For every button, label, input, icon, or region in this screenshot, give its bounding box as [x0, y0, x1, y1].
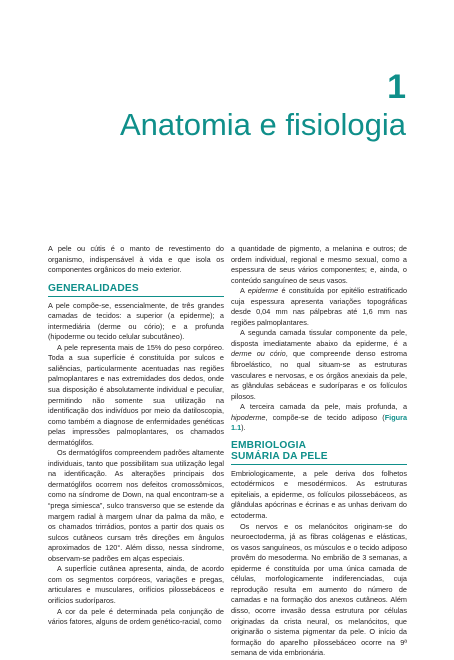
body-paragraph: Os nervos e os melanócitos originam-se do neuroectoderma, já as fibras colágenas e elásticas, os vasos sanguíneos, os músculos e o tecido adiposo provêm do mesoderma. No embrião de 3 semanas, a epiderme é constituída por uma única camada de células, morfologicamente indiferenciadas, cuja reprodução resulta em aumento do número de camadas e na formação dos anexos cutâneos. Além disso, ocorre invasão dessa estrutura por células originadas da crista neural, os melanócitos, que originarão o sistema pigmentar da pele. O início da formação do aparelho pilossebáceo ocorre na 9ª semana de vida embrionária. — [231, 521, 407, 658]
term-epiderme: epiderme — [247, 286, 279, 296]
figure-reference-link[interactable]: Figura 1.1 — [231, 412, 407, 433]
text-run: , que compreende denso estroma fibroelástico, no qual situam-se as estruturas vasculares e nervosas, e os órgãos anexiais da pele, as glândulas sebáceas e sudoríparas e os folículos pilosos. — [231, 349, 408, 401]
text-run: A — [240, 286, 248, 296]
body-paragraph: A pele representa mais de 15% do peso corpóreo. Toda a sua superfície é constituída por sulcos e saliências, particularmente acentuadas nas regiões palmoplantares e nas extremidades dos dedos, onde sua disposição é absolutamente individual e peculiar, permitindo não somente sua utilização na identificação dos indivíduos por meio da datiloscopia, como também a diagnose de enfermidades genéticas pelas impressões palmoplantares, os chamados dermatóglifos. — [48, 342, 224, 447]
section-heading-generalidades: GENERALIDADES — [48, 283, 224, 297]
term-hipoderme: hipoderme — [231, 412, 266, 422]
heading-line: SUMÁRIA DA PELE — [231, 450, 328, 462]
chapter-title: Anatomia e fisiologia — [119, 107, 406, 142]
body-paragraph: Os dermatóglifos compreendem padrões altamente individuais, tanto que possibilitam sua utilização legal na identificação. As alterações principais dos dermatóglifos ocorrem nos defeitos cromossômicos, como na síndrome de Down, na qual encontram-se a “prega simiesca”, sulco transverso que se estende da margem radial à margem ulnar da palma da mão, e os chamados trirrádios, pontos a partir dos quais os sulcos cutâneos cursam três direções em ângulos aproximados de 120°. Além disso, nessa síndrome, observam-se padrões em alças especiais. — [48, 448, 224, 563]
body-paragraph: a quantidade de pigmento, a melanina e outros; de ordem individual, regional e mesmo sexual, como a espessura de seus vários componentes; e, ainda, o conteúdo sanguíneo de seus vasos. — [231, 244, 407, 285]
text-run: A terceira camada da pele, mais profunda, a — [240, 402, 407, 412]
left-column — [48, 244, 224, 628]
section-heading-embriologia — [231, 440, 407, 465]
body-paragraph: A superfície cutânea apresenta, ainda, de acordo com os segmentos corpóreos, variações e pregas, articulares e musculares, orifícios pilossebáceos e orifícios sudoríparos. — [48, 564, 224, 605]
text-run: A segunda camada tissular componente da pele, disposta imediatamente abaixo da epiderme, é a — [231, 328, 407, 348]
chapter-number: 1 — [387, 68, 406, 106]
term-derme: derme ou cório — [231, 349, 286, 359]
text-run: ). — [241, 423, 246, 433]
body-paragraph: Embriologicamente, a pele deriva dos folhetos ectodérmicos e mesodérmicos. As estruturas epiteliais, a epiderme, os folículos pilossebáceos, as glândulas apócrinas e écrinas e as unhas derivam do ectoderma. — [231, 468, 407, 521]
intro-paragraph: A pele ou cútis é o manto de revestimento do organismo, indispensável à vida e que isola os componentes orgânicos do meio exterior. — [48, 244, 224, 275]
heading-line: EMBRIOLOGIA — [231, 439, 307, 451]
hipoderme-paragraph — [231, 402, 407, 434]
epiderme-paragraph — [231, 286, 407, 328]
text-run: é constituída por epitélio estratificado cuja espessura apresenta variações topográficas desde 0,04 mm nas pálpebras até 1,6 mm nas regiões palmoplantares. — [231, 286, 407, 327]
derme-paragraph — [231, 328, 407, 402]
body-paragraph: A cor da pele é determinada pela conjunção de vários fatores, alguns de ordem genético-racial, como — [48, 606, 224, 627]
text-run: , compõe-se de tecido adiposo ( — [265, 412, 385, 422]
body-paragraph: A pele compõe-se, essencialmente, de três grandes camadas de tecidos: a superior (a epiderme); a intermediária (derme ou cório); e a profunda (hipoderme ou tecido celular subcutâneo). — [48, 300, 224, 342]
right-column — [231, 244, 407, 659]
